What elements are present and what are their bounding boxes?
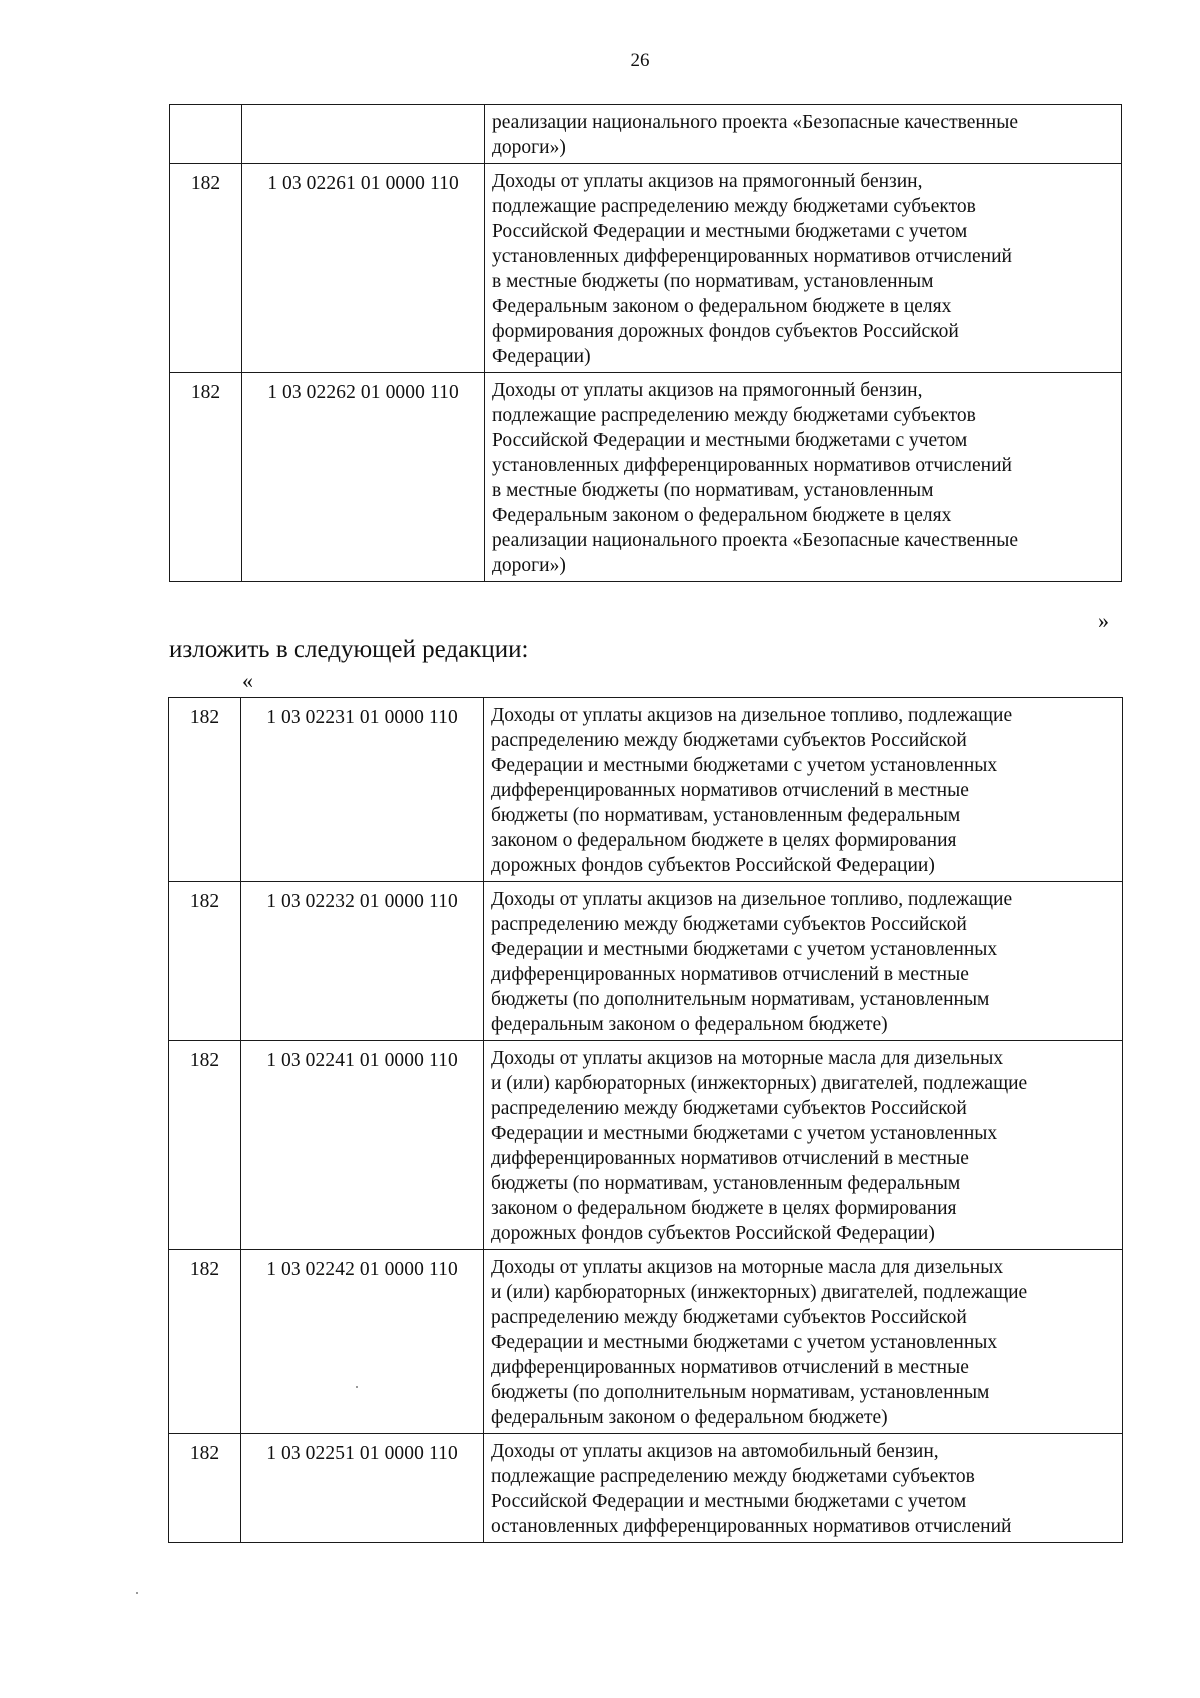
description-line: в местные бюджеты (по нормативам, установленным — [492, 480, 934, 501]
table-row — [169, 1434, 1123, 1543]
description-line: Доходы от уплаты акцизов на прямогонный бензин, — [492, 380, 923, 401]
description-cell — [484, 1041, 1123, 1250]
description-line: федеральным законом о федеральном бюджете) — [491, 1014, 888, 1035]
table-row — [169, 698, 1123, 882]
closing-quote-mark: » — [1098, 608, 1109, 633]
amendment-instruction: изложить в следующей редакции: — [169, 636, 529, 663]
admin-code-cell: 182 — [169, 882, 241, 1041]
description-line: распределению между бюджетами субъектов Российской — [491, 1307, 967, 1328]
admin-code-cell — [170, 105, 242, 164]
admin-code-cell: 182 — [169, 1250, 241, 1434]
description-line: Доходы от уплаты акцизов на моторные масла для дизельных — [491, 1257, 1004, 1278]
description-line: дороги») — [492, 555, 566, 576]
table-row — [169, 1041, 1123, 1250]
description-line: Российской Федерации и местными бюджетами с учетом — [492, 221, 968, 242]
budget-classification-code-cell: 1 03 02241 01 0000 110 — [241, 1041, 484, 1250]
admin-code-cell: 182 — [170, 373, 242, 582]
description-cell — [484, 882, 1123, 1041]
table-row — [170, 164, 1122, 373]
table-row — [170, 105, 1122, 164]
description-line: дорожных фондов субъектов Российской Федерации) — [491, 855, 935, 876]
description-line: распределению между бюджетами субъектов Российской — [491, 914, 967, 935]
description-line: подлежащие распределению между бюджетами субъектов — [492, 196, 976, 217]
description-line: остановленных дифференцированных нормативов отчислений — [491, 1516, 1012, 1537]
description-line: Доходы от уплаты акцизов на автомобильный бензин, — [491, 1441, 939, 1462]
opening-quote-mark: « — [242, 668, 253, 693]
description-line: законом о федеральном бюджете в целях формирования — [491, 830, 957, 851]
admin-code-cell: 182 — [169, 1041, 241, 1250]
description-line: и (или) карбюраторных (инжекторных) двигателей, подлежащие — [491, 1282, 1028, 1303]
budget-classification-code-cell: 1 03 02242 01 0000 110 — [241, 1250, 484, 1434]
scan-speck — [356, 1386, 358, 1388]
description-line: дорожных фондов субъектов Российской Федерации) — [491, 1223, 935, 1244]
description-cell — [485, 164, 1122, 373]
description-line: Доходы от уплаты акцизов на дизельное топливо, подлежащие — [491, 889, 1013, 910]
admin-code-cell: 182 — [170, 164, 242, 373]
description-line: формирования дорожных фондов субъектов Российской — [492, 321, 959, 342]
budget-classification-code-cell: 1 03 02231 01 0000 110 — [241, 698, 484, 882]
description-line: Российской Федерации и местными бюджетами с учетом — [492, 430, 968, 451]
description-line: Доходы от уплаты акцизов на дизельное топливо, подлежащие — [491, 705, 1013, 726]
scan-speck — [136, 1592, 138, 1594]
description-line: в местные бюджеты (по нормативам, установленным — [492, 271, 934, 292]
budget-classification-code-cell: 1 03 02251 01 0000 110 — [241, 1434, 484, 1543]
description-cell — [484, 698, 1123, 882]
description-line: и (или) карбюраторных (инжекторных) двигателей, подлежащие — [491, 1073, 1028, 1094]
budget-classification-code-cell: 1 03 02232 01 0000 110 — [241, 882, 484, 1041]
description-cell — [484, 1434, 1123, 1543]
description-line: законом о федеральном бюджете в целях формирования — [491, 1198, 957, 1219]
table-row — [170, 373, 1122, 582]
new-revenue-table — [168, 697, 1123, 1543]
description-cell — [485, 105, 1122, 164]
description-line: подлежащие распределению между бюджетами субъектов — [492, 405, 976, 426]
description-line: Федерации и местными бюджетами с учетом установленных — [491, 1123, 998, 1144]
description-line: Федерации и местными бюджетами с учетом установленных — [491, 1332, 998, 1353]
admin-code-cell: 182 — [169, 698, 241, 882]
description-line: дифференцированных нормативов отчислений в местные — [491, 1357, 969, 1378]
table-row — [169, 882, 1123, 1041]
description-line: дифференцированных нормативов отчислений в местные — [491, 1148, 969, 1169]
description-line: Российской Федерации и местными бюджетами с учетом — [491, 1491, 967, 1512]
description-line: бюджеты (по нормативам, установленным федеральным — [491, 1173, 961, 1194]
description-line: дифференцированных нормативов отчислений в местные — [491, 964, 969, 985]
description-line: установленных дифференцированных нормативов отчислений — [492, 455, 1012, 476]
description-line: реализации национального проекта «Безопасные качественные — [492, 530, 1018, 551]
description-line: бюджеты (по дополнительным нормативам, установленным — [491, 1382, 990, 1403]
budget-classification-code-cell: 1 03 02262 01 0000 110 — [242, 373, 485, 582]
table-row — [169, 1250, 1123, 1434]
old-revenue-table — [169, 104, 1122, 582]
description-line: Федеральным законом о федеральном бюджете в целях — [492, 296, 952, 317]
description-line: дифференцированных нормативов отчислений в местные — [491, 780, 969, 801]
description-line: подлежащие распределению между бюджетами субъектов — [491, 1466, 975, 1487]
budget-classification-code-cell — [242, 105, 485, 164]
description-cell — [485, 373, 1122, 582]
description-line: распределению между бюджетами субъектов Российской — [491, 1098, 967, 1119]
description-line: бюджеты (по нормативам, установленным федеральным — [491, 805, 961, 826]
description-line: федеральным законом о федеральном бюджете) — [491, 1407, 888, 1428]
description-line: Федерации и местными бюджетами с учетом установленных — [491, 755, 998, 776]
description-line: Доходы от уплаты акцизов на моторные масла для дизельных — [491, 1048, 1004, 1069]
description-line: Федеральным законом о федеральном бюджете в целях — [492, 505, 952, 526]
description-line: Федерации) — [492, 346, 591, 367]
description-line: Доходы от уплаты акцизов на прямогонный бензин, — [492, 171, 923, 192]
description-line: распределению между бюджетами субъектов Российской — [491, 730, 967, 751]
page-number: 26 — [630, 50, 650, 71]
description-line: установленных дифференцированных нормативов отчислений — [492, 246, 1012, 267]
description-line: бюджеты (по дополнительным нормативам, установленным — [491, 989, 990, 1010]
description-line: Федерации и местными бюджетами с учетом установленных — [491, 939, 998, 960]
admin-code-cell: 182 — [169, 1434, 241, 1543]
description-line: реализации национального проекта «Безопасные качественные — [492, 112, 1018, 133]
description-cell — [484, 1250, 1123, 1434]
description-line: дороги») — [492, 137, 566, 158]
budget-classification-code-cell: 1 03 02261 01 0000 110 — [242, 164, 485, 373]
